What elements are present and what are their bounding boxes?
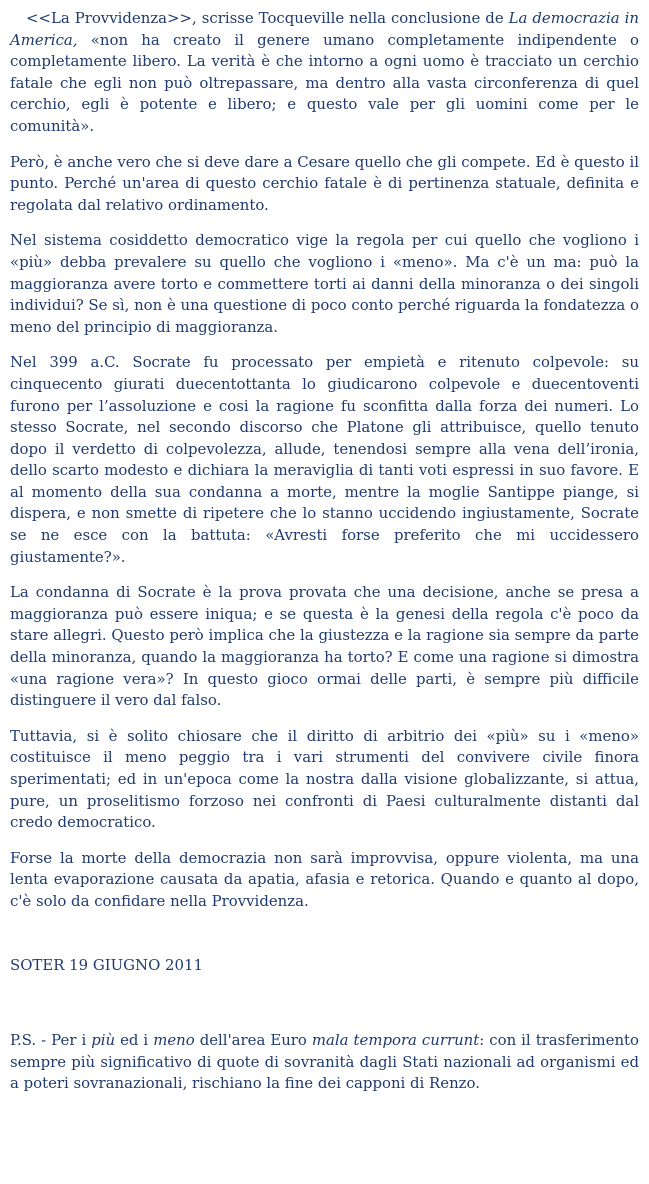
ps-emphasis-piu: più	[91, 1031, 116, 1050]
paragraph-tocqueville-quote	[10, 8, 639, 138]
ps-emphasis-meno: meno	[153, 1031, 195, 1050]
ps-text-3: dell'area Euro	[194, 1031, 312, 1050]
ps-text-2: ed i	[115, 1031, 154, 1050]
quote-intro-text: <<La Provvidenza>>, scrisse Tocqueville nella conclusione de	[26, 9, 509, 27]
quote-body-text: «non ha creato il genere umano completamente indipendente o completamente libero. La verità è che intorno a ogni uomo è tracciato un cerchio fatale che egli non può oltrepassare, ma dentro alla vasta circonferenza di quel cerchio, egli è potente e libero; e questo vale per gli uomini come per le comunità».	[10, 30, 639, 135]
ps-emphasis-latin: mala tempora currunt	[311, 1031, 480, 1050]
paragraph-socrates-trial: Nel 399 a.C. Socrate fu processato per empietà e ritenuto colpevole: su cinquecento giurati duecentottanta lo giudicarono colpevole e duecentoventi furono per l’assoluzione e cosi la ragione fu sconfitta dalla forza dei numeri. Lo stesso Socrate, nel secondo discorso che Platone gli attribuisce, quello tenuto dopo il verdetto di colpevolezza, allude, tenendosi sempre alla vena dell’ironia, dello scarto modesto e dichiara la meraviglia di tanti voti espressi in suo favore. E al momento della sua condanna a morte, mentre la moglie Santippe piange, si dispera, e non smette di ripetere che lo stanno uccidendo ingiustamente, Socrate se ne esce con la battuta: «Avresti forse preferito che mi uccidessero giustamente?».	[10, 353, 639, 566]
ps-text-1: P.S. - Per i	[10, 1031, 92, 1050]
paragraph-conclusion: Forse la morte della democrazia non sarà improvvisa, oppure violenta, ma una lenta evaporazione causata da apatia, afasia e retorica. Quando e quanto al dopo, c'è solo da confidare nella Provvidenza.	[10, 848, 639, 910]
book-title: La democrazia in America,	[10, 9, 639, 49]
paragraph-socrates-condemnation: La condanna di Socrate è la prova provata che una decisione, anche se presa a maggioranza può essere iniqua; e se questa è la genesi della regola c'è poco da stare allegri. Questo però implica che la giustezza e la ragione sia sempre da parte della minoranza, quando la maggioranza ha torto? E come una ragione si dimostra «una ragione vera»? In questo gioco ormai delle parti, è sempre più difficile distinguere il vero dal falso.	[10, 583, 639, 710]
ps-text-4: : con il trasferimento sempre più significativo di quote di sovranità dagli Stati nazionali ad organismi ed a poteri sovranazionali, rischiano la fine dei capponi di Renzo.	[10, 1031, 639, 1093]
paragraph-democratic-rule: Nel sistema cosiddetto democratico vige la regola per cui quello che vogliono i «più» debba prevalere su quello che vogliono i «meno». Ma c'è un ma: può la maggioranza avere torto e commettere torti ai danni della minoranza o dei singoli individui? Se sì, non è una questione di poco conto perché riguarda la fondatezza o meno del principio di maggioranza.	[10, 231, 639, 336]
paragraph-cesare: Però, è anche vero che si deve dare a Cesare quello che gli compete. Ed è questo il punto. Perché un'area di questo cerchio fatale è di pertinenza statuale, definita e regolata dal relativo ordinamento.	[10, 152, 639, 214]
signature: SOTER 19 GIUGNO 2011	[10, 955, 203, 974]
postscript	[10, 1030, 639, 1095]
paragraph-majority-arbitrium: Tuttavia, si è solito chiosare che il diritto di arbitrio dei «più» su i «meno» costituisce il meno peggio tra i vari strumenti del convivere civile finora sperimentati; ed in un'epoca come la nostra dalla visione globalizzante, si attua, pure, un proselitismo forzoso nei confronti di Paesi culturalmente distanti dal credo democratico.	[10, 726, 639, 832]
article	[10, 8, 639, 1095]
